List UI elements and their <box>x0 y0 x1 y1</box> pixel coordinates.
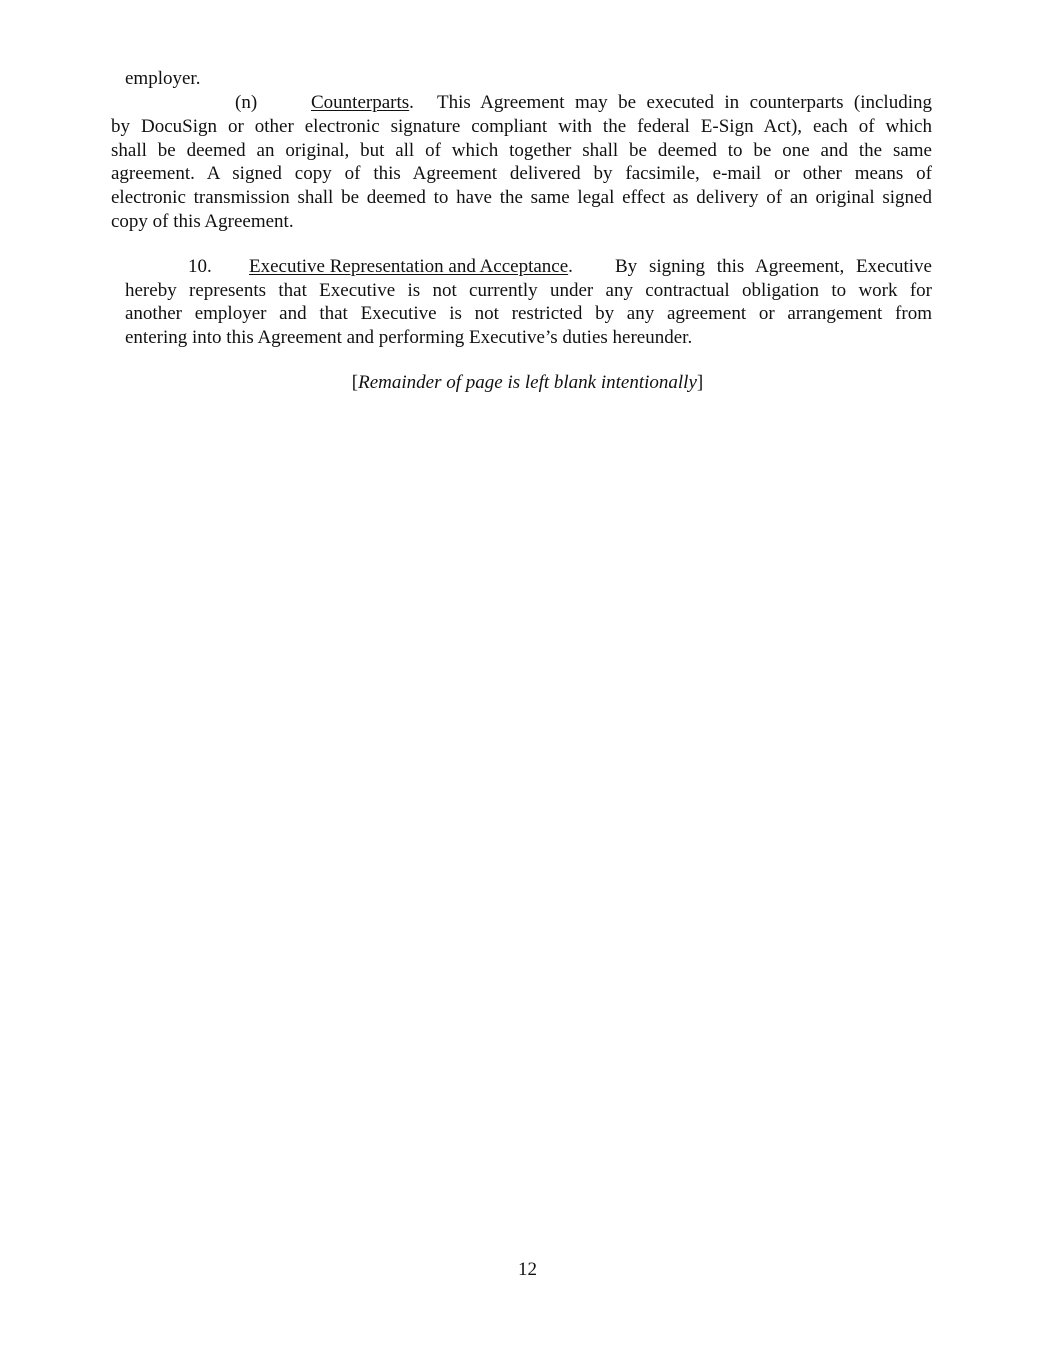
section-10-first-line-text: By signing this Agreement, Executive <box>615 256 932 277</box>
section-10-first-line <box>0 255 1055 279</box>
section-10-number: 10. <box>188 256 212 277</box>
subsection-n-line: by DocuSign or other electronic signature compliant with the federal E-Sign Act), each of which <box>111 116 932 137</box>
subsection-n-heading: Counterparts <box>311 92 410 113</box>
section-10-line: another employer and that Executive is not restricted by any agreement or arrangement from <box>125 303 932 324</box>
page-number: 12 <box>518 1259 537 1280</box>
subsection-n-line: shall be deemed an original, but all of which together shall be deemed to be one and the same <box>111 140 932 161</box>
subsection-n-marker: (n) <box>235 92 258 113</box>
section-10-heading-punct: . <box>568 256 573 277</box>
section-10-last-line: entering into this Agreement and performing Executive’s duties hereunder. <box>125 327 693 348</box>
remainder-note: [Remainder of page is left blank intentionally] <box>351 372 704 393</box>
section-10-line: hereby represents that Executive is not currently under any contractual obligation to work for <box>125 280 932 301</box>
subsection-n-line: electronic transmission shall be deemed to have the same legal effect as delivery of an original signed <box>111 187 932 208</box>
subsection-n-last-line: copy of this Agreement. <box>111 211 294 232</box>
subsection-n-line: agreement. A signed copy of this Agreement delivered by facsimile, e-mail or other means of <box>111 163 932 184</box>
subsection-n-first-line-text: This Agreement may be executed in counterparts (including <box>437 92 932 113</box>
remainder-note-text: Remainder of page is left blank intentionally <box>358 372 697 393</box>
subsection-n-first-line <box>0 91 1055 115</box>
subsection-n-heading-punct: . <box>409 92 414 113</box>
section-10-heading: Executive Representation and Acceptance <box>249 256 569 277</box>
continuation-text: employer. <box>125 68 201 89</box>
